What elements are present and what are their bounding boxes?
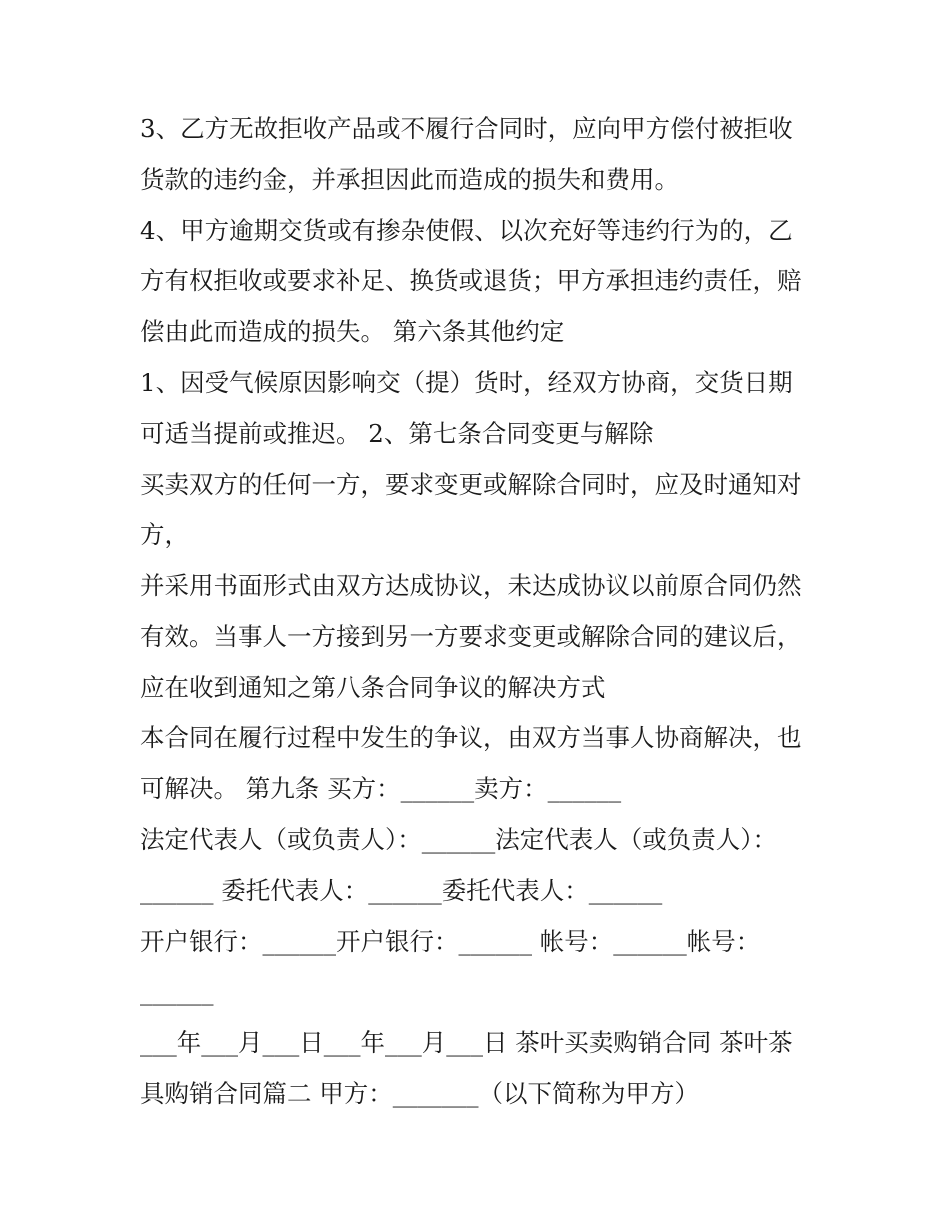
text-line: ___年___月___日___年___月___日 茶叶买卖购销合同 茶叶茶 [140, 1028, 793, 1057]
text-line: 方， [140, 520, 189, 549]
text-line: 有效。当事人一方接到另一方要求变更或解除合同的建议后， [140, 622, 802, 651]
text-line: ______ 委托代表人：______委托代表人：______ [140, 876, 663, 905]
text-line: 买卖双方的任何一方，要求变更或解除合同时，应及时通知对 [140, 470, 802, 499]
text-line: 3、乙方无故拒收产品或不履行合同时，应向甲方偿付被拒收 [140, 114, 793, 143]
text-line: 方有权拒收或要求补足、换货或退货；甲方承担违约责任，赔 [140, 266, 802, 295]
text-line: 4、甲方逾期交货或有掺杂使假、以次充好等违约行为的，乙 [140, 216, 793, 245]
text-line: 并采用书面形式由双方达成协议，未达成协议以前原合同仍然 [140, 571, 802, 600]
text-line: 应在收到通知之第八条合同争议的解决方式 [140, 673, 606, 702]
text-line: 1、因受气候原因影响交（提）货时，经双方协商，交货日期 [140, 368, 793, 397]
text-line: 法定代表人（或负责人）：______法定代表人（或负责人）： [140, 825, 777, 854]
text-line: 具购销合同篇二 甲方：_______（以下简称为甲方） [140, 1079, 700, 1108]
text-line: 开户银行：______开户银行：______ 帐号：______帐号： [140, 927, 761, 956]
text-line: ______ [140, 977, 214, 1006]
text-line: 可适当提前或推迟。 2、第七条合同变更与解除 [140, 419, 654, 448]
text-line: 偿由此而造成的损失。 第六条其他约定 [140, 317, 565, 346]
text-line: 本合同在履行过程中发生的争议，由双方当事人协商解决，也 [140, 723, 802, 752]
text-line: 可解决。 第九条 买方：______卖方：______ [140, 774, 622, 803]
text-line: 货款的违约金，并承担因此而造成的损失和费用。 [140, 165, 679, 194]
